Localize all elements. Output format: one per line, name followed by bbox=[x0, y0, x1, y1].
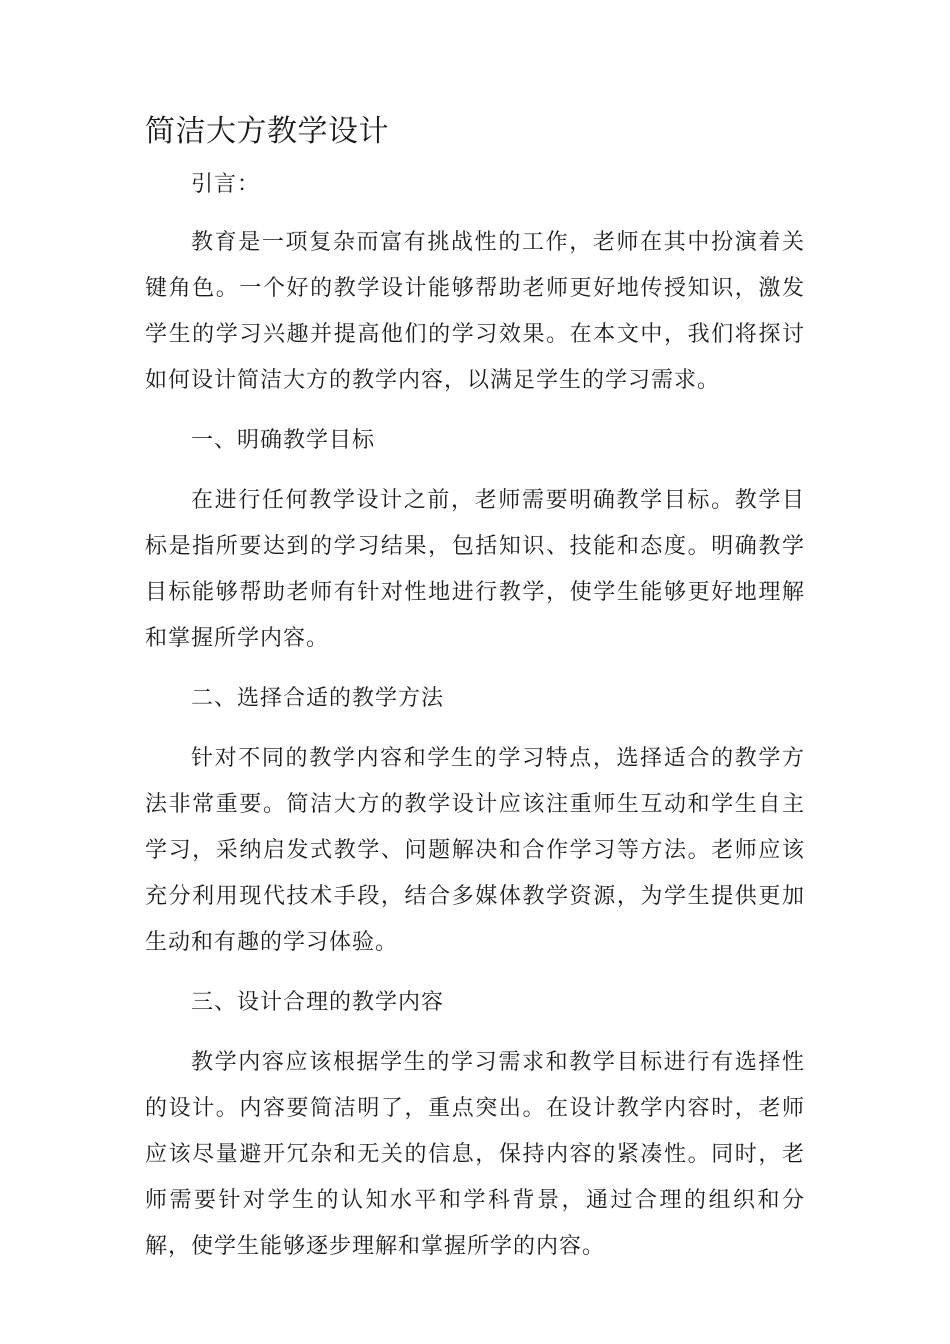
section-heading-content: 三、设计合理的教学内容 bbox=[191, 990, 445, 1015]
document-body bbox=[145, 108, 805, 1284]
section-heading-goals: 一、明确教学目标 bbox=[191, 428, 376, 453]
section-body-content: 教学内容应该根据学生的学习需求和教学目标进行有选择性的设计。内容要简洁明了，重点突出。在设计教学内容时，老师应该尽量避开冗杂和无关的信息，保持内容的紧凑性。同时，老师需要针对学生的认知水平和学科背景，通过合理的组织和分解，使学生能够逐步理解和掌握所学的内容。 bbox=[145, 1050, 805, 1259]
intro-label: 引言： bbox=[191, 172, 261, 197]
document-title: 简洁大方教学设计 bbox=[145, 114, 389, 149]
section-heading-methods: 二、选择合适的教学方法 bbox=[191, 686, 445, 711]
section-body-methods: 针对不同的教学内容和学生的学习特点，选择适合的教学方法非常重要。简洁大方的教学设计应该注重师生互动和学生自主学习，采纳启发式教学、问题解决和合作学习等方法。老师应该充分利用现代技术手段，结合多媒体教学资源，为学生提供更加生动和有趣的学习体验。 bbox=[145, 746, 805, 955]
intro-paragraph: 教育是一项复杂而富有挑战性的工作，老师在其中扮演着关键角色。一个好的教学设计能够帮助老师更好地传授知识，激发学生的学习兴趣并提高他们的学习效果。在本文中，我们将探讨如何设计简洁大方的教学内容，以满足学生的学习需求。 bbox=[145, 230, 805, 393]
section-body-goals: 在进行任何教学设计之前，老师需要明确教学目标。教学目标是指所要达到的学习结果，包括知识、技能和态度。明确教学目标能够帮助老师有针对性地进行教学，使学生能够更好地理解和掌握所学内容。 bbox=[145, 488, 805, 651]
